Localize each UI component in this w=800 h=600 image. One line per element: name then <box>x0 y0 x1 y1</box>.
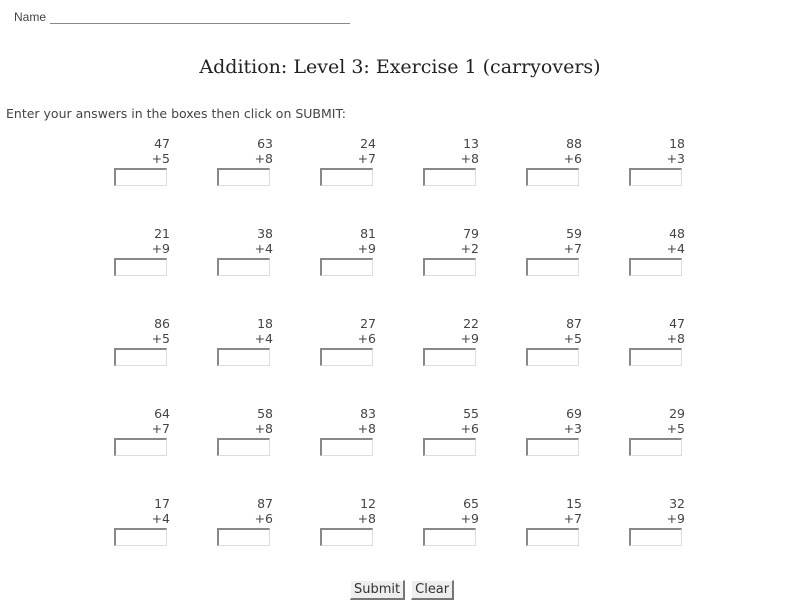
addition-problem <box>320 496 380 546</box>
addend-top: 88 <box>566 136 582 151</box>
answer-input[interactable] <box>114 168 167 186</box>
answer-input[interactable] <box>629 168 682 186</box>
answer-input[interactable] <box>629 438 682 456</box>
addend-bottom: +6 <box>563 151 582 166</box>
instructions-text: Enter your answers in the boxes then click on SUBMIT: <box>6 106 346 121</box>
addend-bottom: +6 <box>357 331 376 346</box>
addition-problem <box>629 496 689 546</box>
answer-input[interactable] <box>526 438 579 456</box>
addend-top: 13 <box>463 136 479 151</box>
answer-input[interactable] <box>114 258 167 276</box>
addend-top: 87 <box>566 316 582 331</box>
answer-input[interactable] <box>526 348 579 366</box>
answer-input[interactable] <box>320 168 373 186</box>
answer-input[interactable] <box>114 528 167 546</box>
addend-bottom: +4 <box>254 331 273 346</box>
addend-bottom: +5 <box>151 331 170 346</box>
addend-bottom: +6 <box>254 511 273 526</box>
addition-problem <box>423 496 483 546</box>
addend-top: 27 <box>360 316 376 331</box>
addend-top: 86 <box>154 316 170 331</box>
addition-problem <box>114 226 174 276</box>
addend-top: 38 <box>257 226 273 241</box>
addend-top: 79 <box>463 226 479 241</box>
addition-problem <box>320 136 380 186</box>
addition-problem <box>114 316 174 366</box>
addend-top: 65 <box>463 496 479 511</box>
addend-bottom: +5 <box>666 421 685 436</box>
addition-problem <box>320 406 380 456</box>
addend-top: 63 <box>257 136 273 151</box>
addition-problem <box>526 136 586 186</box>
addend-top: 58 <box>257 406 273 421</box>
answer-input[interactable] <box>629 348 682 366</box>
addend-top: 47 <box>669 316 685 331</box>
name-underline <box>50 11 350 24</box>
answer-input[interactable] <box>320 438 373 456</box>
addend-bottom: +3 <box>666 151 685 166</box>
addition-problem <box>217 406 277 456</box>
addition-problem <box>526 406 586 456</box>
answer-input[interactable] <box>114 348 167 366</box>
addend-top: 12 <box>360 496 376 511</box>
clear-button[interactable]: Clear <box>411 580 454 600</box>
answer-input[interactable] <box>217 528 270 546</box>
answer-input[interactable] <box>423 348 476 366</box>
addend-bottom: +2 <box>460 241 479 256</box>
addend-bottom: +5 <box>151 151 170 166</box>
addend-top: 83 <box>360 406 376 421</box>
answer-input[interactable] <box>629 528 682 546</box>
answer-input[interactable] <box>217 348 270 366</box>
addition-problem <box>629 136 689 186</box>
addition-problem <box>217 136 277 186</box>
addition-problem <box>217 226 277 276</box>
addition-problem <box>526 496 586 546</box>
submit-button[interactable]: Submit <box>350 580 405 600</box>
answer-input[interactable] <box>423 528 476 546</box>
addition-problem <box>629 226 689 276</box>
name-field-row <box>14 10 350 24</box>
addend-bottom: +7 <box>563 241 582 256</box>
addend-bottom: +8 <box>254 421 273 436</box>
answer-input[interactable] <box>423 438 476 456</box>
answer-input[interactable] <box>423 168 476 186</box>
addend-top: 21 <box>154 226 170 241</box>
addition-problem <box>320 226 380 276</box>
addend-bottom: +8 <box>357 511 376 526</box>
addend-top: 32 <box>669 496 685 511</box>
addend-top: 17 <box>154 496 170 511</box>
addend-top: 22 <box>463 316 479 331</box>
addition-problem <box>217 316 277 366</box>
addend-top: 29 <box>669 406 685 421</box>
addend-bottom: +4 <box>151 511 170 526</box>
addend-top: 47 <box>154 136 170 151</box>
addend-top: 87 <box>257 496 273 511</box>
addend-bottom: +9 <box>460 511 479 526</box>
form-buttons <box>350 580 454 600</box>
addend-bottom: +6 <box>460 421 479 436</box>
addend-bottom: +8 <box>357 421 376 436</box>
addition-problem <box>423 226 483 276</box>
addend-bottom: +8 <box>254 151 273 166</box>
addend-top: 55 <box>463 406 479 421</box>
answer-input[interactable] <box>423 258 476 276</box>
addend-bottom: +9 <box>666 511 685 526</box>
addition-problem <box>423 316 483 366</box>
addend-bottom: +3 <box>563 421 582 436</box>
addition-problem <box>629 316 689 366</box>
answer-input[interactable] <box>217 168 270 186</box>
addend-bottom: +9 <box>151 241 170 256</box>
answer-input[interactable] <box>114 438 167 456</box>
answer-input[interactable] <box>320 348 373 366</box>
addition-problem <box>526 226 586 276</box>
addition-problem <box>423 136 483 186</box>
answer-input[interactable] <box>217 438 270 456</box>
addition-problem <box>217 496 277 546</box>
page-title: Addition: Level 3: Exercise 1 (carryovers) <box>199 56 601 78</box>
addend-bottom: +4 <box>254 241 273 256</box>
addend-bottom: +7 <box>357 151 376 166</box>
addition-problem <box>320 316 380 366</box>
addend-bottom: +5 <box>563 331 582 346</box>
addend-top: 59 <box>566 226 582 241</box>
addend-top: 48 <box>669 226 685 241</box>
addend-bottom: +4 <box>666 241 685 256</box>
addend-bottom: +8 <box>666 331 685 346</box>
answer-input[interactable] <box>629 258 682 276</box>
answer-input[interactable] <box>526 258 579 276</box>
addition-problem <box>423 406 483 456</box>
addend-top: 15 <box>566 496 582 511</box>
addition-problem <box>114 136 174 186</box>
answer-input[interactable] <box>217 258 270 276</box>
answer-input[interactable] <box>320 258 373 276</box>
addend-bottom: +7 <box>563 511 582 526</box>
addend-top: 24 <box>360 136 376 151</box>
addend-bottom: +9 <box>460 331 479 346</box>
addition-problem <box>114 496 174 546</box>
addend-top: 18 <box>257 316 273 331</box>
answer-input[interactable] <box>526 528 579 546</box>
addend-top: 18 <box>669 136 685 151</box>
addend-top: 64 <box>154 406 170 421</box>
addition-problem <box>526 316 586 366</box>
answer-input[interactable] <box>320 528 373 546</box>
addend-bottom: +7 <box>151 421 170 436</box>
addend-top: 69 <box>566 406 582 421</box>
addend-bottom: +9 <box>357 241 376 256</box>
addition-problem <box>114 406 174 456</box>
addend-top: 81 <box>360 226 376 241</box>
answer-input[interactable] <box>526 168 579 186</box>
name-label: Name <box>14 10 47 24</box>
addition-problem <box>629 406 689 456</box>
addend-bottom: +8 <box>460 151 479 166</box>
